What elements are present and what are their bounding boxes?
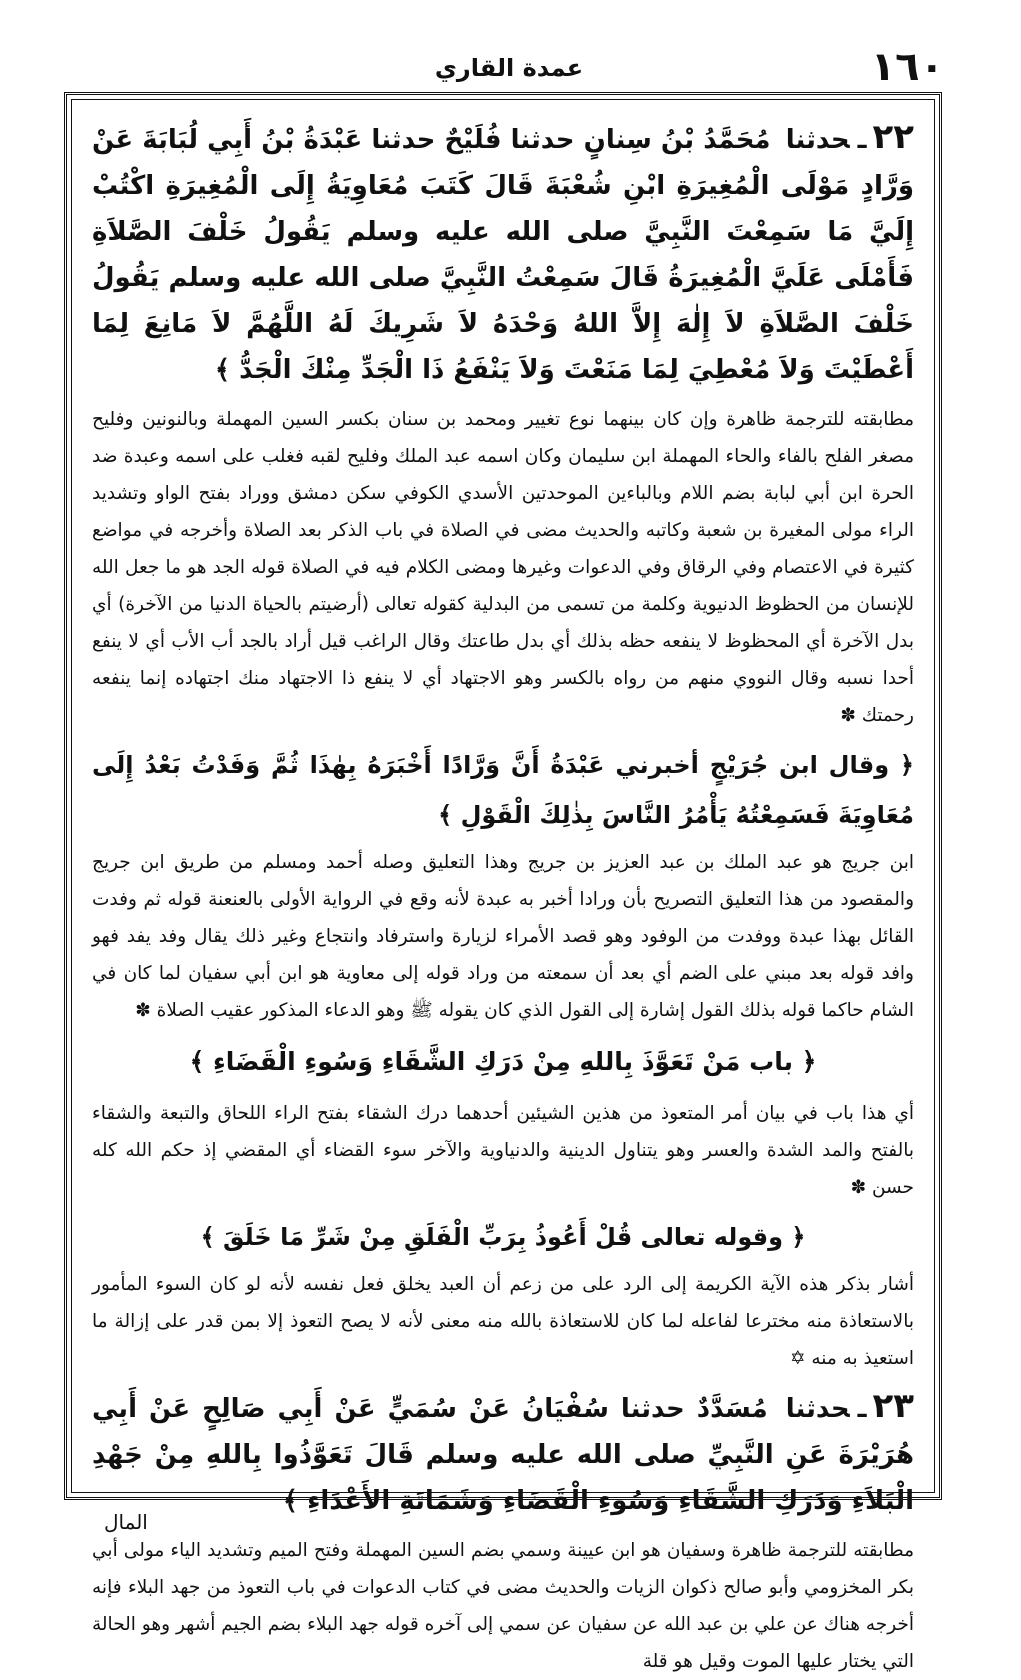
hadith-marker: حدثنا [785, 1394, 850, 1424]
commentary-verse: أشار بذكر هذه الآية الكريمة إلى الرد على من زعم أن العبد يخلق فعل نفسه لأنه لو كان السوء المأمور بالاستعاذة منه مخترعا لفاعله لما كان للاستعاذة بالله منه معنى لأنه لا يصح التعوذ إلا بمن قدر على إزالة ما استعيذ به منه ✡ [92, 1274, 914, 1369]
hadith-separator: ـ [857, 125, 867, 155]
commentary-ta3liq: ابن جريج هو عبد الملك بن عبد العزيز بن جريج وهذا التعليق وصله أحمد ومسلم من طريق ابن جريج والمقصود من هذا التعليق التصريح بأن ورادا أخبر به عبدة لأنه وقع في الرواية الأولى بالعنعنة قوله ثم وفدت القائل بهذا عبدة ووفدت من الوفود وهو قصد الأمراء لزيارة واسترفاد وانتجاع وغير ذلك يقال وفد يفد فهو وافد قوله بعد مبني على الضم أي بعد أن سمعته من وراد قوله إلى معاوية هو ابن أبي سفيان لما كان في الشام حاكما قوله بذلك القول إشارة إلى القول الذي كان يقوله ﷺ وهو الدعاء المذكور عقيب الصلاة ✽ [92, 852, 914, 1021]
hadith-marker: حدثنا [785, 125, 850, 155]
page-number: ١٦٠ [870, 44, 944, 90]
hadith-number: ٢٢ [872, 117, 914, 157]
commentary-chapter: أي هذا باب في بيان أمر المتعوذ من هذين الشيئين أحدهما درك الشقاء بفتح الراء اللحاق والتبعة والشقاء بالفتح والمد الشدة والعسر وهو يتناول الدينية والدنياوية والآخر سوء القضاء أي المقضي إذ حكم الله كله حسن ✽ [92, 1103, 914, 1198]
hadith-text: مُسَدَّدٌ حدثنا سُفْيَانُ عَنْ سُمَيٍّ عَنْ أَبِي صَالِحٍ عَنْ أَبِي هُرَيْرَةَ عَنِ النَّبِيِّ صلى الله عليه وسلم قَالَ تَعَوَّذُوا بِاللهِ مِنْ جَهْدِ الْبَلاَءِ وَدَرَكِ الشَّقَاءِ وَسُوءِ الْقَضَاءِ وَشَمَاتَةِ الأَعْدَاءِ ﴾ [92, 1394, 914, 1516]
hadith-22 [92, 114, 914, 393]
page-header [64, 44, 954, 92]
commentary-22: مطابقته للترجمة ظاهرة وإن كان بينهما نوع تغيير ومحمد بن سنان بكسر السين المهملة وبالنونين وفليح مصغر الفلح بالفاء والحاء المهملة ابن سليمان وكان اسمه عبد الملك وفليح لقبه فغلب على اسمه وعبدة ضد الحرة ابن أبي لبابة بضم اللام وبالباءين الموحدتين الأسدي الكوفي سكن دمشق ووراد بفتح الواو وتشديد الراء مولى المغيرة بن شعبة وكاتبه والحديث مضى في الصلاة في باب الذكر بعد الصلاة وأخرجه في مواضع كثيرة في الاعتصام وفي الرقاق وفي الدعوات وغيرها ومضى الكلام فيه في الصلاة قوله الجد هو ما جعل الله للإنسان من الحظوظ الدنيوية وكلمة من تسمى من البدلية كقوله تعالى (أرضيتم بالحياة الدنيا من الآخرة) أي بدل الآخرة أي المحظوظ لا ينفعه حظه بذلك أي بدل طاعتك وقال الراغب قيل أراد بالجد أب الأب أي لا ينفع أحدا نسبه وقال النووي منهم من رواه بالكسر وهو الاجتهاد أي لا ينفع ذا الاجتهاد منك اجتهاده إنما ينفعه رحمتك ✽ [92, 409, 914, 726]
chapter-heading: ﴿ باب مَنْ تَعَوَّذَ بِاللهِ مِنْ دَرَكِ الشَّقَاءِ وَسُوءِ الْقَضَاءِ ﴾ [189, 1047, 817, 1076]
quran-verse: ﴿ وقوله تعالى قُلْ أَعُوذُ بِرَبِّ الْفَلَقِ مِنْ شَرِّ مَا خَلَقَ ﴾ [200, 1223, 806, 1251]
hadith-text: مُحَمَّدُ بْنُ سِنانٍ حدثنا فُلَيْحٌ حدثنا عَبْدَةُ بْنُ أَبِي لُبَابَةَ عَنْ وَرَّادٍ مَوْلَى الْمُغِيرَةِ ابْنِ شُعْبَةَ قَالَ كَتَبَ مُعَاوِيَةُ إِلَى الْمُغِيرَةِ اكْتُبْ إِلَيَّ مَا سَمِعْتَ النَّبِيَّ صلى الله عليه وسلم يَقُولُ خَلْفَ الصَّلاَةِ فَأَمْلَى عَلَيَّ الْمُغِيرَةُ قَالَ سَمِعْتُ النَّبِيَّ صلى الله عليه وسلم يَقُولُ خَلْفَ الصَّلاَةِ لاَ إِلٰهَ إِلاَّ اللهُ وَحْدَهُ لاَ شَرِيكَ لَهُ اللَّهُمَّ لاَ مَانِعَ لِمَا أَعْطَيْتَ وَلاَ مُعْطِيَ لِمَا مَنَعْتَ وَلاَ يَنْفَعُ ذَا الْجَدِّ مِنْكَ الْجَدُّ ﴾ [92, 125, 914, 385]
hadith-23 [92, 1383, 914, 1524]
ta3liq-ibn-jurayj: ﴿ وقال ابن جُرَيْجٍ أخبرني عَبْدَةُ أَنَّ وَرَّادًا أَخْبَرَهُ بِهٰذَا ثُمَّ وَفَدْتُ بَعْدُ إِلَى مُعَاوِيَةَ فَسَمِعْتُهُ يَأْمُرُ النَّاسَ بِذٰلِكَ الْقَوْلِ ﴾ [92, 751, 914, 829]
running-title: عمدة القاري [434, 54, 584, 82]
hadith-separator: ـ [857, 1394, 867, 1424]
commentary-23: مطابقته للترجمة ظاهرة وسفيان هو ابن عيينة وسمي بضم السين المهملة وفتح الميم وتشديد الياء مولى أبي بكر المخزومي وأبو صالح ذكوان الزيات والحديث مضى في كتاب الدعوات في باب التعوذ من جهد البلاء فإنه أخرجه هناك عن علي بن عبد الله عن سفيان عن سمي إلى آخره قوله جهد البلاء بضم الجيم أشهر وهو الحالة التي يختار عليها الموت وقيل هو قلة [92, 1540, 914, 1672]
signature-mark: المال [104, 1510, 148, 1534]
hadith-number: ٢٣ [872, 1386, 914, 1426]
